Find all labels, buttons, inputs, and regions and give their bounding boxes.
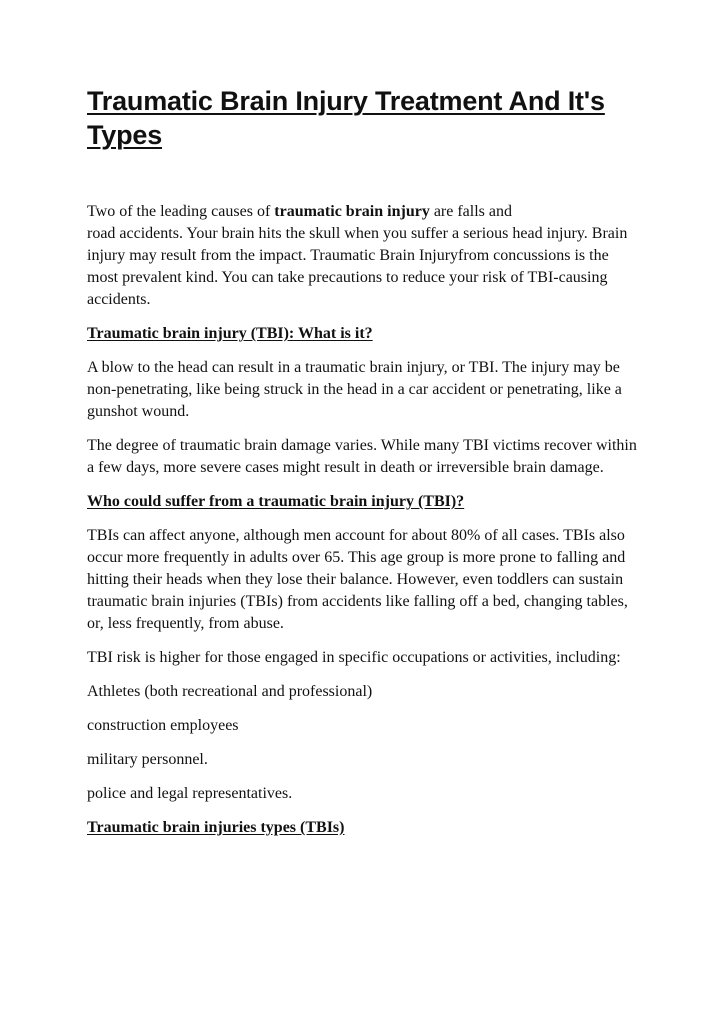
intro-paragraph [87, 201, 637, 311]
intro-text-rest: road accidents. Your brain hits the skull when you suffer a serious head injury. Brain injury may result from the impact. Traumatic Brain Injuryfrom concussions is the most prevalent kind. You can take precautions to reduce your risk of TBI-causing accidents. [87, 225, 628, 308]
section-heading-who-could-suffer: Who could suffer from a traumatic brain injury (TBI)? [87, 493, 465, 510]
paragraph: A blow to the head can result in a traumatic brain injury, or TBI. The injury may be non-penetrating, like being struck in the head in a car accident or penetrating, like a gunshot wound. [87, 359, 622, 420]
section-heading-tbi-types: Traumatic brain injuries types (TBIs) [87, 819, 345, 836]
paragraph: TBI risk is higher for those engaged in specific occupations or activities, including: [87, 649, 621, 666]
list-item: military personnel. [87, 751, 208, 768]
document-page [87, 84, 637, 839]
list-item: construction employees [87, 717, 239, 734]
intro-bold-link-text: traumatic brain injury [274, 203, 430, 220]
section-heading-what-is-tbi: Traumatic brain injury (TBI): What is it? [87, 325, 373, 342]
paragraph: The degree of traumatic brain damage varies. While many TBI victims recover within a few days, more severe cases might result in death or irreversible brain damage. [87, 437, 637, 476]
intro-text-line1-end: are falls and [429, 203, 512, 220]
list-item: Athletes (both recreational and professional) [87, 683, 373, 700]
document-title: Traumatic Brain Injury Treatment And It's Types [87, 86, 605, 150]
intro-text-start: Two of the leading causes of [87, 203, 275, 220]
paragraph: TBIs can affect anyone, although men account for about 80% of all cases. TBIs also occur more frequently in adults over 65. This age group is more prone to falling and hitting their heads when they lose their balance. However, even toddlers can sustain traumatic brain injuries (TBIs) from accidents like falling off a bed, changing tables, or, less frequently, from abuse. [87, 527, 628, 632]
list-item: police and legal representatives. [87, 785, 293, 802]
